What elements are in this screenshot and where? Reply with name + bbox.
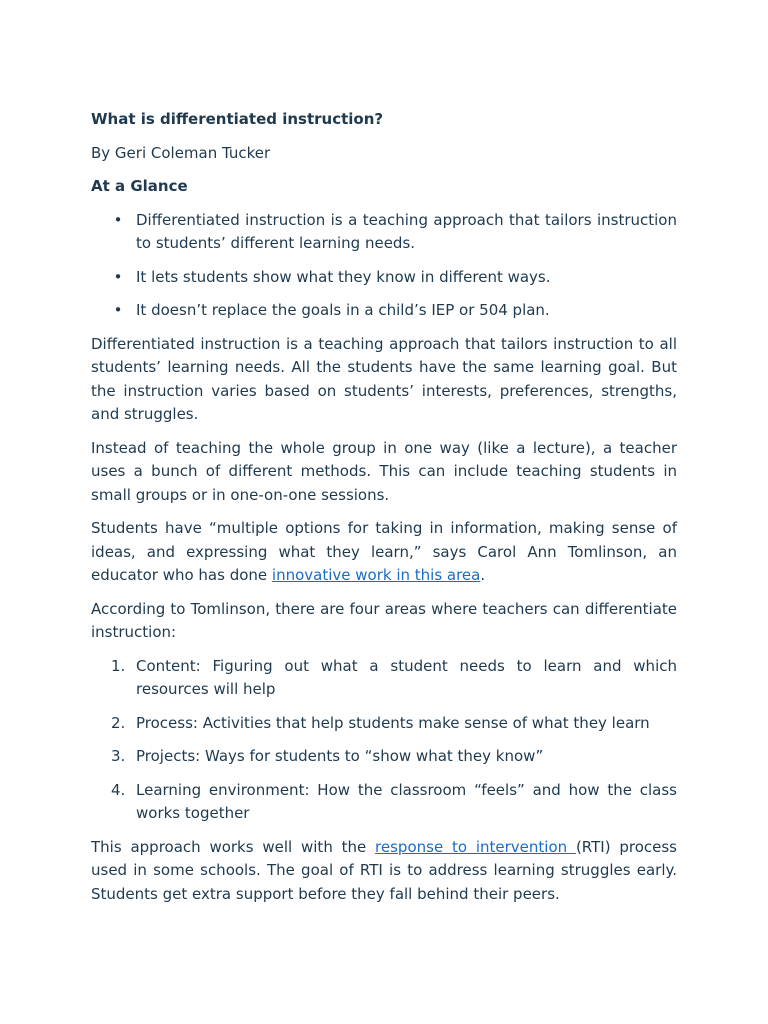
list-item xyxy=(91,299,677,323)
paragraph-text: This approach works well with the xyxy=(91,837,376,856)
paragraph-text: (RTI) process used in some schools. The goal of RTI is to address learning struggles early. Students get extra support before they fall behind their peers. xyxy=(91,837,678,903)
paragraph-tomlinson-quote xyxy=(91,517,677,588)
paragraph-text: Students have “multiple options for taking in information, making sense of ideas, and expressing what they learn,” says Carol Ann Tomlinson, an educator who has done xyxy=(91,519,677,584)
paragraph-methods: Instead of teaching the whole group in one way (like a lecture), a teacher uses a bunch of different methods. This can include teaching students in small groups or in one-on-one sessions. xyxy=(91,438,677,504)
article-title: What is differentiated instruction? xyxy=(91,110,384,128)
list-item-text: Process: Activities that help students make sense of what they learn xyxy=(136,713,650,732)
list-item-text: Content: Figuring out what a student needs to learn and which resources will help xyxy=(136,656,677,698)
list-item-text: Projects: Ways for students to “show what they know” xyxy=(136,747,544,765)
bullet-icon: • xyxy=(113,210,123,229)
list-item xyxy=(91,779,677,826)
four-areas-list xyxy=(91,655,677,826)
bullet-icon: • xyxy=(113,267,123,286)
list-number: 3. xyxy=(111,747,126,765)
paragraph-definition: Differentiated instruction is a teaching approach that tailors instruction to all students’ learning needs. All the students have the same learning goal. But the instruction varies based on students’ interests, preferences, strengths, and struggles. xyxy=(91,334,677,423)
list-item-text: Differentiated instruction is a teaching approach that tailors instruction to students’ different learning needs. xyxy=(136,210,677,252)
at-a-glance-heading: At a Glance xyxy=(91,177,188,195)
list-number: 2. xyxy=(111,713,126,732)
list-number: 4. xyxy=(111,780,126,799)
at-a-glance-list xyxy=(91,209,677,323)
article-byline: By Geri Coleman Tucker xyxy=(91,143,271,162)
innovative-work-link[interactable]: innovative work in this area xyxy=(271,566,481,584)
list-item-text: It lets students show what they know in different ways. xyxy=(136,267,551,286)
paragraph-text: . xyxy=(480,566,486,584)
paragraph-four-areas-intro: According to Tomlinson, there are four areas where teachers can differentiate instruction: xyxy=(91,599,677,641)
paragraph-rti xyxy=(91,836,677,907)
list-number: 1. xyxy=(111,656,126,675)
response-to-intervention-link[interactable]: response to intervention xyxy=(375,837,576,856)
list-item xyxy=(91,655,677,702)
article-body xyxy=(91,108,677,916)
list-item xyxy=(91,266,677,290)
list-item xyxy=(91,209,677,256)
list-item xyxy=(91,712,677,736)
bullet-icon: • xyxy=(113,301,123,319)
list-item-text: Learning environment: How the classroom “feels” and how the class works together xyxy=(136,780,677,822)
list-item xyxy=(91,745,677,769)
list-item-text: It doesn’t replace the goals in a child’s IEP or 504 plan. xyxy=(136,301,550,319)
